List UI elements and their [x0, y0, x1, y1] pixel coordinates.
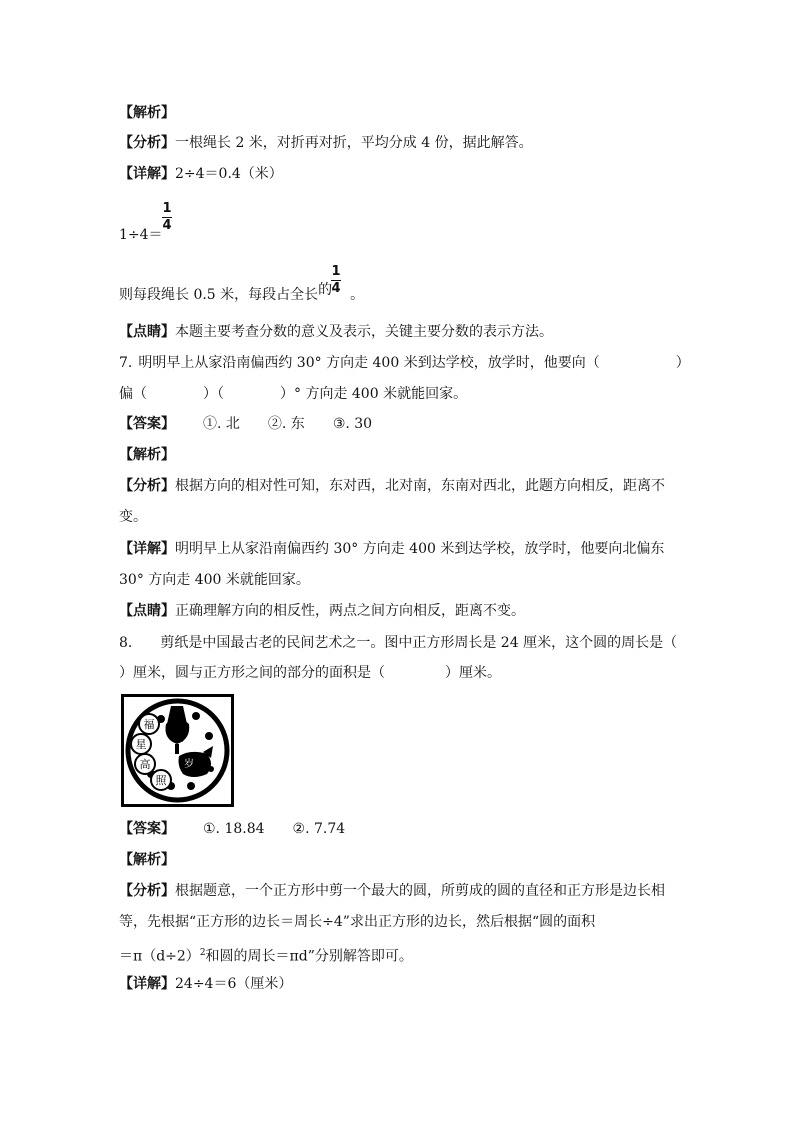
answer-1: ①. 北 — [203, 416, 240, 432]
question-8-number: 8. — [119, 635, 133, 651]
result-end: 。 — [350, 287, 365, 303]
daan-line-q8 — [119, 820, 345, 838]
dianjing-text: 正确理解方向的相反性，两点之间方向相反，距离不变。 — [175, 603, 525, 619]
xiangjie-tag: 【详解】 — [119, 541, 175, 557]
result-line-q6 — [119, 282, 365, 304]
jiexi-heading-q6: 【解析】 — [119, 105, 175, 121]
stem-part: ）厘米，圆与正方形之间的部分的面积是（ — [119, 665, 385, 681]
formula-part: 和圆的周长＝πd”分别解答即可。 — [205, 948, 413, 965]
question-7-number: 7. — [119, 355, 133, 371]
papercut-char-4: 照 — [155, 774, 167, 787]
fenxi-tag: 【分析】 — [119, 135, 175, 151]
xiangjie-tag: 【详解】 — [119, 166, 175, 182]
fraction-one-quarter — [162, 202, 172, 233]
stem-part: ）（ — [203, 386, 224, 402]
xiangjie-line-q7-cont: 30° 方向走 400 米就能回家。 — [119, 572, 310, 588]
question-7-stem: 明明早上从家沿南偏西约 30° 方向走 400 米到达学校，放学时，他要向（ — [138, 355, 600, 371]
paren-close: ） — [675, 355, 690, 371]
stem-part: ）° 方向走 400 米就能回家。 — [280, 386, 468, 402]
fenxi-text: 一根绳长 2 米，对折再对折，平均分成 4 份，据此解答。 — [175, 135, 533, 151]
xiangjie-line-q7 — [119, 540, 664, 558]
fraction-denominator: 4 — [331, 281, 341, 296]
xiangjie-line-q8 — [119, 975, 292, 993]
papercut-image — [121, 694, 234, 807]
daan-tag: 【答案】 — [119, 821, 175, 837]
fenxi-line-q7-cont: 变。 — [119, 509, 147, 525]
fenxi-text: 根据题意，一个正方形中剪一个最大的圆，所剪成的圆的直径和正方形是边长相 — [175, 883, 665, 899]
division-line: 1÷4＝ — [119, 227, 163, 243]
stem-part: ）厘米。 — [445, 665, 501, 681]
jiexi-heading-q8: 【解析】 — [119, 852, 175, 868]
dianjing-tag: 【点睛】 — [119, 603, 175, 619]
formula-superscript: 2 — [199, 948, 206, 958]
xiangjie-line-q6 — [119, 165, 283, 183]
question-8-stem-line1 — [119, 634, 677, 652]
fraction-numerator: 1 — [331, 264, 341, 279]
fraction-numerator: 1 — [162, 201, 172, 216]
dianjing-tag: 【点睛】 — [119, 324, 175, 340]
result-text: 则每段绳长 0.5 米，每段占全长 — [119, 287, 319, 303]
daan-line-q7 — [119, 415, 372, 433]
daan-tag: 【答案】 — [119, 416, 175, 432]
fenxi-line-q8-cont1: 等，先根据“正方形的边长＝周长÷4”求出正方形的边长，然后根据“圆的面积 — [119, 914, 596, 930]
papercut-char-2: 星 — [135, 738, 147, 751]
question-8-stem: 剪纸是中国最古老的民间艺术之一。图中正方形周长是 24 厘米，这个圆的周长是（ — [160, 635, 678, 651]
xiangjie-text: 明明早上从家沿南偏西约 30° 方向走 400 米到达学校，放学时，他要向北偏东 — [175, 541, 665, 557]
question-8-stem-line2 — [119, 664, 501, 682]
fenxi-tag: 【分析】 — [119, 478, 175, 494]
answer-1: ①. 18.84 — [203, 821, 265, 837]
papercut-char-5: 岁 — [184, 759, 194, 770]
fraction-one-quarter-inline — [331, 265, 341, 296]
fenxi-line-q8-cont2 — [119, 944, 413, 966]
papercut-char-1: 福 — [143, 718, 155, 731]
dianjing-line-q7 — [119, 602, 525, 620]
answer-2: ②. 7.74 — [292, 821, 346, 837]
dianjing-text: 本题主要考查分数的意义及表示，关键主要分数的表示方法。 — [175, 324, 553, 340]
xiangjie-tag: 【详解】 — [119, 976, 175, 992]
jiexi-heading-q7: 【解析】 — [119, 447, 175, 463]
xiangjie-text: 2÷4＝0.4（米） — [175, 166, 283, 182]
fenxi-line-q6 — [119, 134, 533, 152]
fraction-denominator: 4 — [162, 218, 172, 233]
papercut-char-3: 高 — [139, 758, 151, 771]
stem-part: 偏（ — [119, 386, 147, 402]
formula-part: ＝π（d÷2） — [119, 948, 200, 965]
question-7-stem-line1 — [119, 354, 690, 372]
xiangjie-text: 24÷4＝6（厘米） — [175, 976, 293, 992]
answer-3: ③. 30 — [332, 416, 373, 432]
fenxi-tag: 【分析】 — [119, 883, 175, 899]
answer-2: ②. 东 — [267, 416, 305, 432]
question-7-stem-line2 — [119, 385, 467, 403]
fenxi-line-q7 — [119, 477, 665, 495]
fenxi-line-q8 — [119, 882, 665, 900]
result-de: 的 — [318, 282, 333, 298]
dianjing-line-q6 — [119, 323, 553, 341]
fenxi-text: 根据方向的相对性可知，东对西，北对南，东南对西北，此题方向相反，距离不 — [175, 478, 665, 494]
